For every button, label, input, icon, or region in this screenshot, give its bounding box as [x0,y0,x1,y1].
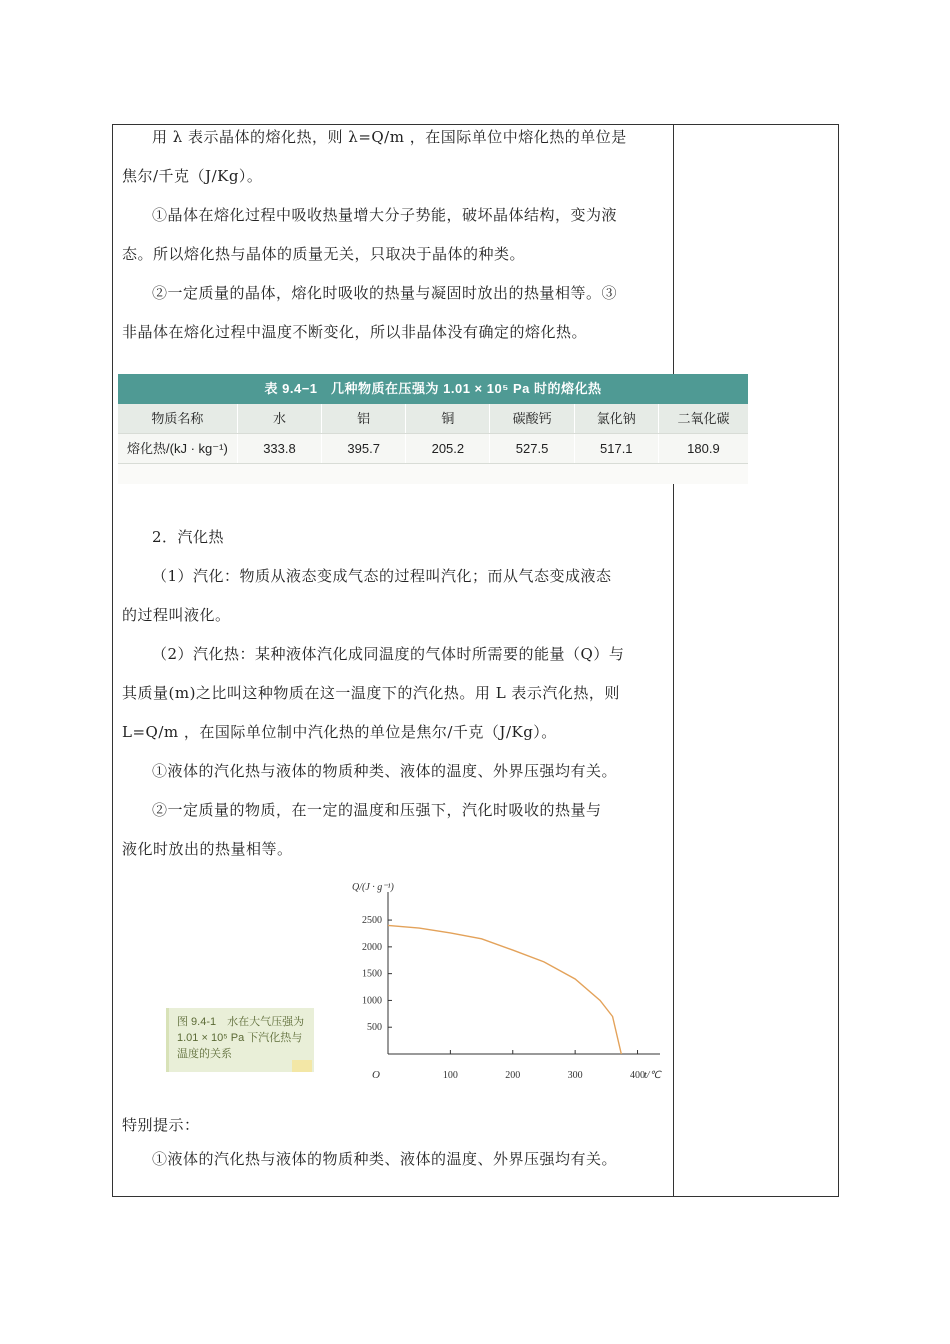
table-header-cell: 物质名称 [118,404,238,433]
text-line: 态。所以熔化热与晶体的质量无关，只取决于晶体的种类。 [122,245,526,263]
data-series-line [388,925,621,1054]
table-header-cell: 碳酸钙 [490,404,574,433]
section-fusion-heat [122,118,667,352]
table-cell: 517.1 [575,434,659,463]
table-header-cell: 氯化钠 [575,404,659,433]
table-header-cell: 水 [238,404,322,433]
y-axis-label: Q/(J · g⁻¹) [352,882,394,893]
table-cell: 205.2 [406,434,490,463]
hint-text: ①液体的汽化热与液体的物质种类、液体的温度、外界压强均有关。 [152,1150,618,1168]
x-tick-label: 400 [630,1070,646,1081]
text-line: （2）汽化热：某种液体汽化成同温度的气体时所需要的能量（Q）与 [152,645,625,663]
y-tick-label: 2000 [362,941,382,953]
table-header-cell: 铜 [406,404,490,433]
table-cell: 395.7 [322,434,406,463]
text-line: （1）汽化：物质从液态变成气态的过程叫汽化；而从气态变成液态 [152,567,612,585]
text-line: 其质量(m)之比叫这种物质在这一温度下的汽化热。用 L 表示汽化热，则 [122,684,620,702]
text-line: ①液体的汽化热与液体的物质种类、液体的温度、外界压强均有关。 [152,762,618,780]
table-header-cell: 二氧化碳 [677,411,730,426]
table-title: 表 9.4−1 几种物质在压强为 1.01 × 10⁵ Pa 时的熔化热 [118,374,748,404]
table-header-cell: 铝 [322,404,406,433]
fusion-heat-table [118,374,748,484]
x-tick-label: 300 [567,1070,583,1081]
text-line: 的过程叫液化。 [122,606,231,624]
text-line: 液化时放出的热量相等。 [122,840,293,858]
vaporization-heat-chart [340,876,680,1086]
table-cell: 180.9 [687,441,720,456]
y-tick-label: 500 [367,1022,382,1034]
text-line: ②一定质量的晶体，熔化时吸收的热量与凝固时放出的热量相等。③ [152,284,618,302]
y-tick-label: 1000 [362,995,382,1007]
y-tick-label: 1500 [362,968,382,980]
text-line: 焦尔/千克（J/Kg）。 [122,167,263,185]
text-line: ②一定质量的物质，在一定的温度和压强下，汽化时吸收的热量与 [152,801,602,819]
table-header-row [118,404,748,434]
table-cell: 333.8 [238,434,322,463]
x-axis-label: t/℃ [644,1070,661,1081]
figure-caption: 图 9.4-1 水在大气压强为 1.01 × 10⁵ Pa 下汽化热与温度的关系 [166,1008,314,1072]
text-line: 非晶体在熔化过程中温度不断变化，所以非晶体没有确定的熔化热。 [122,323,588,341]
text-line: 用 λ 表示晶体的熔化热，则 λ=Q/m ，在国际单位中熔化热的单位是 [152,128,627,146]
x-tick-label: 100 [442,1070,458,1081]
text-line: L=Q/m ，在国际单位制中汽化热的单位是焦尔/千克（J/Kg）。 [122,723,557,741]
origin-label: O [372,1069,380,1081]
x-tick-label: 200 [505,1070,521,1081]
section-vaporization-heat [122,518,667,869]
table-cell: 527.5 [490,434,574,463]
section-heading: 2．汽化热 [152,528,225,546]
table-cell: 熔化热/(kJ · kg⁻¹) [118,434,238,463]
special-hint [122,1108,667,1176]
text-line: ①晶体在熔化过程中吸收热量增大分子势能，破坏晶体结构，变为液 [152,206,618,224]
hint-title: 特别提示： [122,1116,200,1134]
table-footer-space [118,464,748,484]
caption-highlight [292,1060,312,1072]
table-row [118,434,748,464]
y-tick-label: 2500 [362,915,382,927]
